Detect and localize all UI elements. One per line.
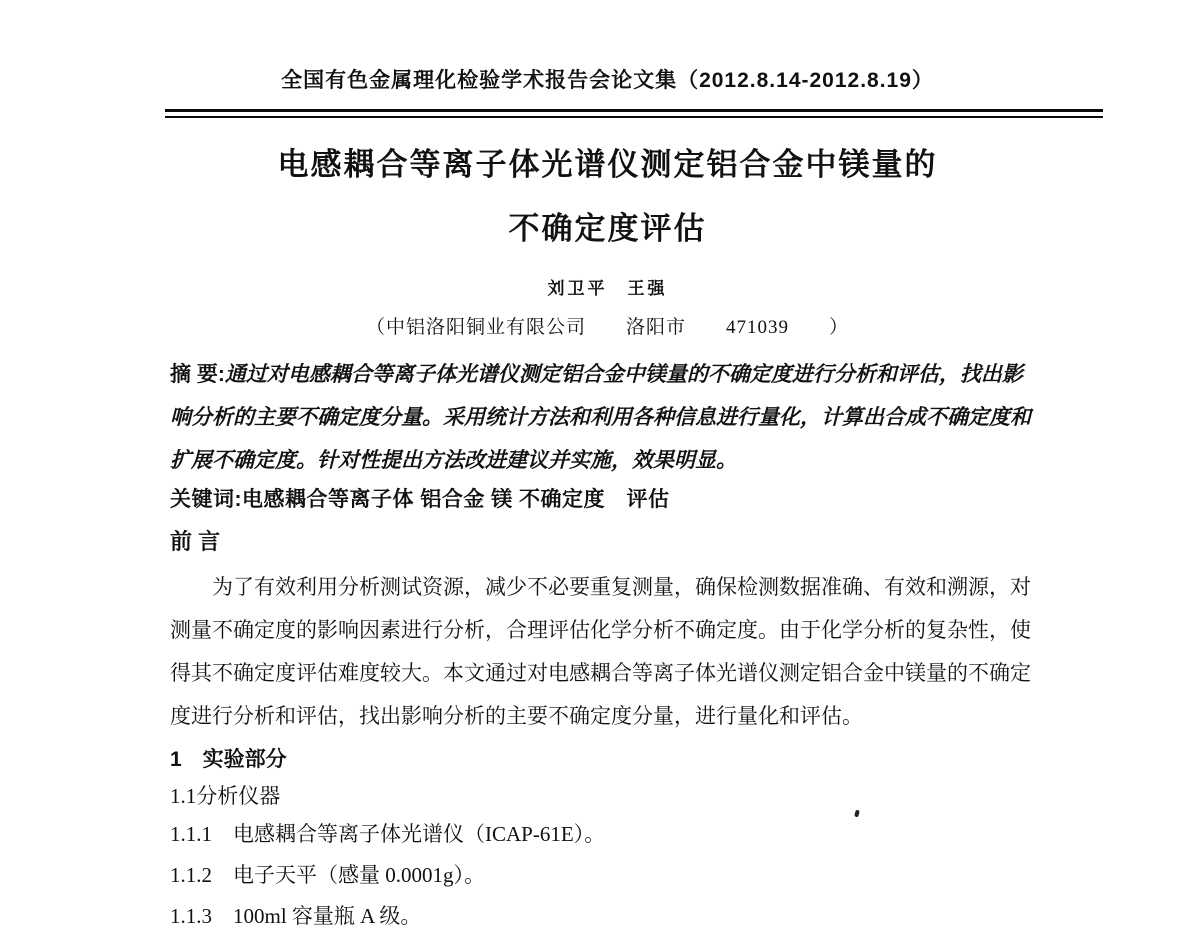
introduction-paragraph: [170, 566, 1045, 738]
introduction-heading: 前 言: [170, 529, 221, 554]
intro-line-4: 度进行分析和评估，找出影响分析的主要不确定度分量，进行量化和评估。: [170, 704, 863, 728]
section-1-heading: 1 实验部分: [170, 748, 287, 771]
paper-title-line-2: 不确定度评估: [508, 211, 707, 246]
intro-line-2: 测量不确定度的影响因素进行分析，合理评估化学分析不确定度。由于化学分析的复杂性，使: [170, 618, 1031, 642]
keywords-label: 关键词:: [170, 488, 242, 511]
abstract-line: [170, 353, 1045, 396]
keywords-text: 电感耦合等离子体 铝合金 镁 不确定度 评估: [242, 488, 670, 511]
item-1-1-2: 1.1.2 电子天平（感量 0.0001g）。: [170, 863, 485, 887]
section-1-1-heading: 1.1分析仪器: [170, 784, 281, 808]
abstract-label: 摘 要:: [170, 363, 225, 386]
authors: 刘卫平 王强: [547, 279, 668, 298]
abstract-text-line-1: 通过对电感耦合等离子体光谱仪测定铝合金中镁量的不确定度进行分析和评估，找出影: [224, 362, 1023, 386]
keywords-block: [170, 482, 1045, 518]
abstract-text-line-2: 响分析的主要不确定度分量。采用统计方法和利用各种信息进行量化，计算出合成不确定度和: [170, 405, 1031, 429]
item-1-1-3: 1.1.3 100ml 容量瓶 A 级。: [170, 904, 422, 928]
proceedings-header: 全国有色金属理化检验学术报告会论文集（2012.8.14-2012.8.19）: [281, 69, 934, 92]
page-content: [170, 0, 1045, 937]
intro-line-1: 为了有效利用分析测试资源，减少不必要重复测量，确保检测数据准确、有效和溯源，对: [212, 575, 1031, 599]
header-divider-double-rule: [165, 109, 1103, 118]
item-1-1-1: 1.1.1 电感耦合等离子体光谱仪（ICAP-61E）。: [170, 822, 606, 846]
abstract-block: [170, 353, 1045, 482]
paper-title-line-1: 电感耦合等离子体光谱仪测定铝合金中镁量的: [277, 147, 938, 182]
abstract-text-line-3: 扩展不确定度。针对性提出方法改进建议并实施，效果明显。: [170, 448, 737, 472]
intro-line-3: 得其不确定度评估难度较大。本文通过对电感耦合等离子体光谱仪测定铝合金中镁量的不确定: [170, 661, 1031, 685]
affiliation: （中铝洛阳铜业有限公司 洛阳市 471039 ）: [365, 317, 849, 338]
